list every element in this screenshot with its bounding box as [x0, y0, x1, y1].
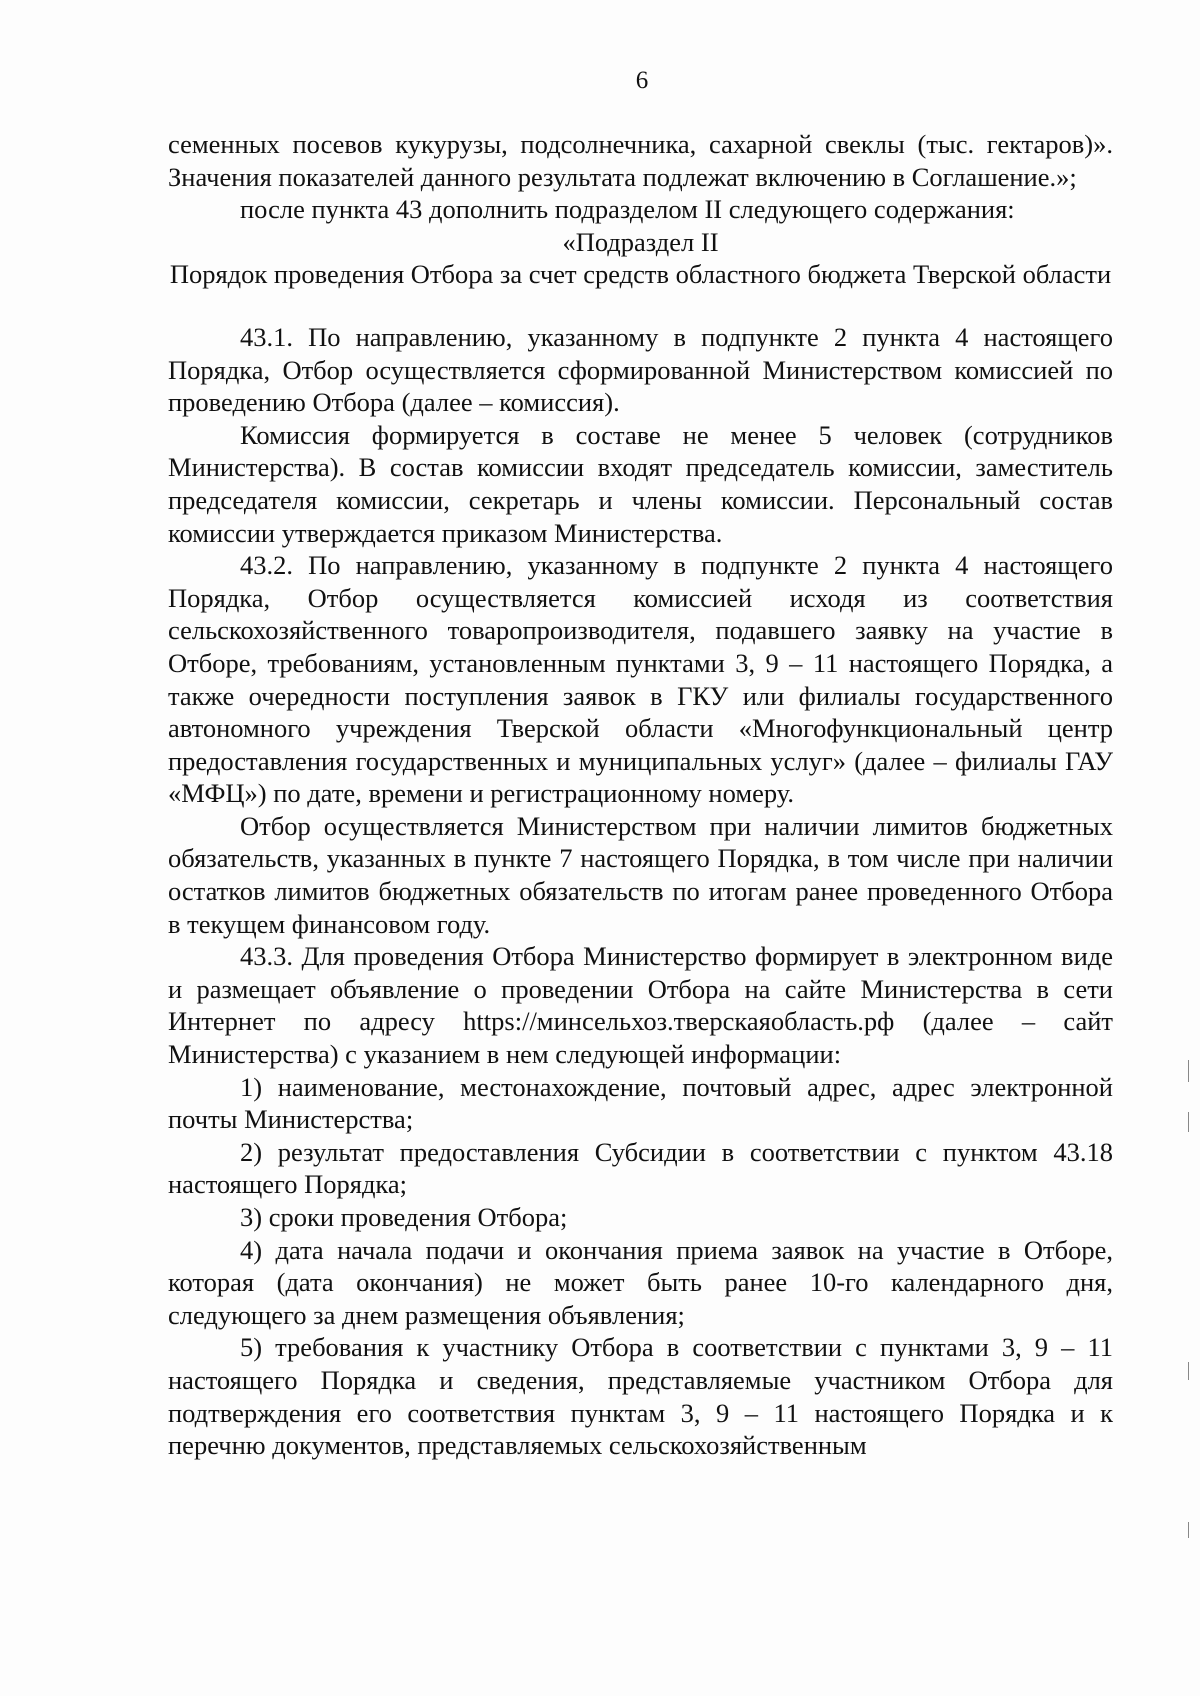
scan-artifact [1188, 1112, 1189, 1132]
subsection-title: Порядок проведения Отбора за счет средств областного бюджета Тверской области [169, 259, 1112, 290]
paragraph-43-2: 43.2. По направлению, указанному в подпункте 2 пункта 4 настоящего Порядка, Отбор осуществляется комиссией исходя из соответствия сельскохозяйственного товаропроизводителя, подавшего заявку на участие в Отборе, требованиям, установленным пунктами 3, 9 – 11 настоящего Порядка, а также очередности поступления заявок в ГКУ или филиалы государственного автономного учреждения Тверской области «Многофункциональный центр предоставления государственных и муниципальных услуг» (далее – филиалы ГАУ «МФЦ») по дате, времени и регистрационному номеру. [168, 550, 1113, 809]
paragraph-selection-limits: Отбор осуществляется Министерством при наличии лимитов бюджетных обязательств, указанных в пункте 7 настоящего Порядка, в том числе при наличии остатков лимитов бюджетных обязательств по итогам ранее проведенного Отбора в текущем финансовом году. [168, 810, 1113, 939]
scan-artifact [1188, 1362, 1189, 1380]
list-item-2: 2) результат предоставления Субсидии в соответствии с пунктом 43.18 настоящего Порядка; [168, 1136, 1113, 1200]
document-body [168, 128, 1113, 1462]
list-item-1: 1) наименование, местонахождение, почтовый адрес, адрес электронной почты Министерства; [168, 1071, 1113, 1135]
paragraph-continuation: семенных посевов кукурузы, подсолнечника, сахарной свеклы (тыс. гектаров)». Значения показателей данного результата подлежат включению в Соглашение.»; [168, 129, 1113, 192]
page-number: 6 [635, 67, 649, 94]
scan-artifact [1188, 1060, 1189, 1082]
list-item-4: 4) дата начала подачи и окончания приема заявок на участие в Отборе, которая (дата окончания) не может быть ранее 10-го календарного дня, следующего за днем размещения объявления; [168, 1234, 1113, 1330]
paragraph-commission: Комиссия формируется в составе не менее 5 человек (сотрудников Министерства). В состав комиссии входят председатель комиссии, заместитель председателя комиссии, секретарь и члены комиссии. Персональный состав комиссии утверждается приказом Министерства. [168, 419, 1113, 548]
spacer [168, 291, 1113, 321]
list-item-3: 3) сроки проведения Отбора; [240, 1202, 568, 1232]
scan-artifact [1188, 1522, 1189, 1538]
subsection-heading: «Подраздел II [562, 226, 719, 257]
paragraph-amendment-intro: после пункта 43 дополнить подразделом II следующего содержания: [240, 194, 1015, 225]
paragraph-43-3: 43.3. Для проведения Отбора Министерство формирует в электронном виде и размещает объявление о проведении Отбора на сайте Министерства в сети Интернет по адресу https://минсельхоз.тверскаяобласть.рф (далее – сайт Министерства) с указанием в нем следующей информации: [168, 941, 1113, 1070]
list-item-5: 5) требования к участнику Отбора в соответствии с пунктами 3, 9 – 11 настоящего Порядка и сведения, представляемые участником Отбора для подтверждения его соответствия пунктам 3, 9 – 11 настоящего Порядка и к перечню документов, представляемых сельскохозяйственным [168, 1332, 1113, 1461]
paragraph-43-1: 43.1. По направлению, указанному в подпункте 2 пункта 4 настоящего Порядка, Отбор осуществляется сформированной Министерством комиссией по проведению Отбора (далее – комиссия). [168, 321, 1113, 418]
